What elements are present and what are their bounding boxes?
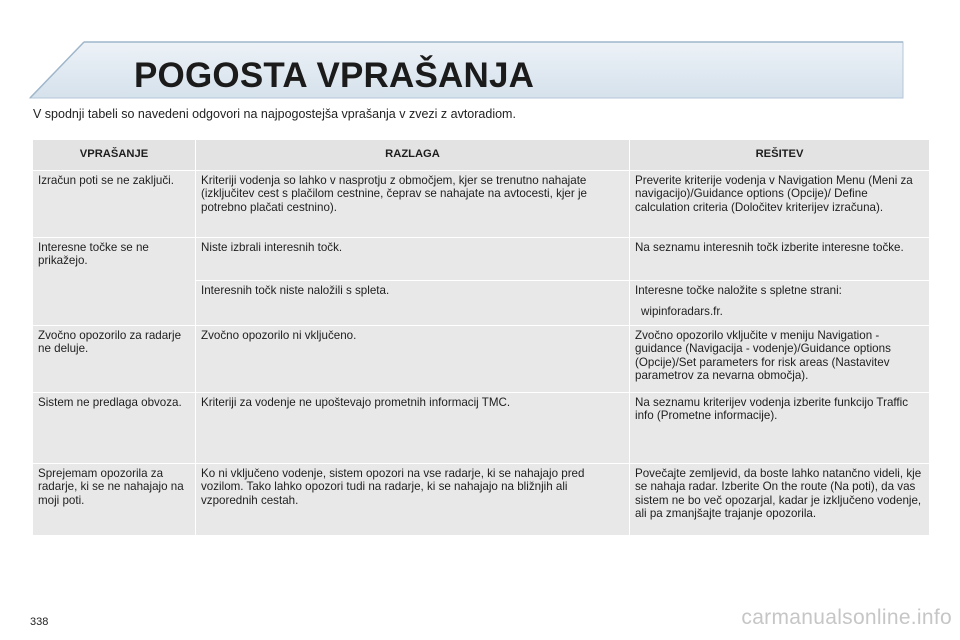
- question-cell: Izračun poti se ne zaključi.: [33, 171, 196, 238]
- question-cell: Zvočno opozorilo za radarje ne deluje.: [33, 325, 196, 392]
- faq-table: [32, 139, 930, 536]
- solution-cell: Na seznamu interesnih točk izberite interesne točke.: [630, 238, 930, 281]
- intro-text: V spodnji tabeli so navedeni odgovori na najpogostejša vprašanja v zvezi z avtoradiom.: [33, 107, 516, 121]
- solution-cell: [630, 281, 930, 326]
- page-title: POGOSTA VPRAŠANJA: [134, 56, 535, 95]
- column-header-question: VPRAŠANJE: [33, 140, 196, 171]
- solution-cell: Zvočno opozorilo vključite v meniju Navigation - guidance (Navigacija - vodenje)/Guidance options (Opcije)/Set parameters for risk areas (Nastavitev parametrov za nevarna območja).: [630, 325, 930, 392]
- watermark: carmanualsonline.info: [741, 606, 952, 629]
- explanation-cell: Interesnih točk niste naložili s spleta.: [196, 281, 630, 326]
- page-number: 338: [30, 616, 49, 628]
- question-cell: Sprejemam opozorila za radarje, ki se ne nahajajo na moji poti.: [33, 463, 196, 535]
- solution-website: wipinforadars.fr.: [641, 305, 723, 319]
- explanation-cell: Ko ni vključeno vodenje, sistem opozori na vse radarje, ki se nahajajo pred vozilom. Tako lahko opozori tudi na radarje, ki se nahajajo na bližnjih ali vzporednih cestah.: [196, 463, 630, 535]
- solution-cell: Na seznamu kriterijev vodenja izberite funkcijo Traffic info (Prometne informacije).: [630, 392, 930, 463]
- column-header-solution: REŠITEV: [630, 140, 930, 171]
- explanation-cell: Niste izbrali interesnih točk.: [196, 238, 630, 281]
- table-row: [33, 463, 930, 535]
- solution-cell: Povečajte zemljevid, da boste lahko natančno videli, kje se nahaja radar. Izberite On the route (Na poti), da vas sistem ne bo več opozarjal, kadar je izključeno vodenje, ali pa zmanjšajte trajanje opozorila.: [630, 463, 930, 535]
- explanation-cell: Kriteriji vodenja so lahko v nasprotju z območjem, kjer se trenutno nahajate (izključitev cest s plačilom cestnine, čeprav se nahajate na avtocesti, kjer je potrebno plačati cestnino).: [196, 171, 630, 238]
- column-header-explanation: RAZLAGA: [196, 140, 630, 171]
- table-row: [33, 238, 930, 281]
- question-cell: Interesne točke se ne prikažejo.: [33, 238, 196, 326]
- question-cell: Sistem ne predlaga obvoza.: [33, 392, 196, 463]
- table-row: [33, 171, 930, 238]
- solution-text: Interesne točke naložite s spletne strani:: [635, 284, 842, 297]
- table-header-row: [33, 140, 930, 171]
- explanation-cell: Zvočno opozorilo ni vključeno.: [196, 325, 630, 392]
- table-row: [33, 392, 930, 463]
- table-row: [33, 325, 930, 392]
- solution-cell: Preverite kriterije vodenja v Navigation Menu (Meni za navigacijo)/Guidance options (Opcije)/ Define calculation criteria (Določitev kriterijev izračuna).: [630, 171, 930, 238]
- explanation-cell: Kriteriji za vodenje ne upoštevajo prometnih informacij TMC.: [196, 392, 630, 463]
